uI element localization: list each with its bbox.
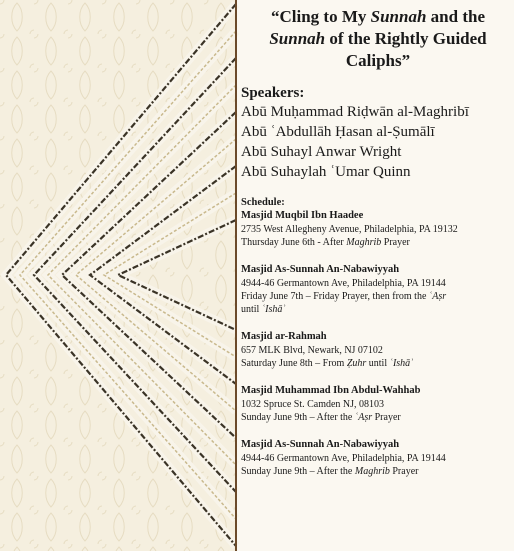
event-time: Sunday June 9th – After the Maghrib Prayer (241, 466, 419, 477)
venue-name: Masjid ar-Rahmah (241, 331, 327, 342)
schedule-section (241, 196, 509, 478)
event-time: Saturday June 8th – From Ẓuhr until ʿIshāʾ (241, 358, 414, 369)
venue-name: Masjid Muhammad Ibn Abdul-Wahhab (241, 385, 421, 396)
title-text: of the Rightly Guided (325, 29, 487, 48)
schedule-event (241, 384, 509, 424)
speaker-name: Abū Suhaylah ʿUmar Quinn (241, 164, 411, 180)
speaker-name: Abū ʿAbdullāh Ḥasan al-Ṣumālī (241, 124, 435, 140)
title-text: “Cling to My (271, 7, 371, 26)
speaker-name: Abū Muḥammad Riḍwān al-Maghribī (241, 104, 469, 120)
event-time: Thursday June 6th - After Maghrib Prayer (241, 237, 410, 248)
schedule-event (241, 330, 509, 370)
title-emphasis: Sunnah (269, 29, 326, 48)
event-time-continued: until ʿIshāʾ (241, 304, 286, 315)
title-text: and the (426, 7, 485, 26)
event-time: Sunday June 9th – After the ʿAṣr Prayer (241, 412, 401, 423)
flyer-content (241, 6, 509, 492)
venue-address: 2735 West Allegheny Avenue, Philadelphia, PA 19132 (241, 224, 458, 235)
title-text: Caliphs” (345, 51, 411, 70)
venue-name: Masjid Muqbil Ibn Haadee (241, 210, 364, 221)
speakers-heading: Speakers: (241, 85, 305, 101)
event-time: Friday June 7th – Friday Prayer, then from the ʿAṣr (241, 291, 447, 302)
speakers-section (241, 84, 509, 182)
venue-name: Masjid As-Sunnah An-Nabawiyyah (241, 439, 400, 450)
speaker-name: Abū Suhayl Anwar Wright (241, 144, 402, 160)
schedule-heading: Schedule: (241, 197, 285, 208)
flyer-title (241, 6, 509, 72)
schedule-event (241, 263, 509, 316)
venue-address: 4944-46 Germantown Ave, Philadelphia, PA 19144 (241, 278, 446, 289)
venue-address: 657 MLK Blvd, Newark, NJ 07102 (241, 345, 383, 356)
venue-name: Masjid As-Sunnah An-Nabawiyyah (241, 264, 400, 275)
title-emphasis: Sunnah (370, 7, 427, 26)
venue-address: 4944-46 Germantown Ave, Philadelphia, PA 19144 (241, 453, 446, 464)
venue-address: 1032 Spruce St. Camden NJ, 08103 (241, 399, 385, 410)
schedule-event (241, 209, 509, 249)
schedule-event (241, 438, 509, 478)
